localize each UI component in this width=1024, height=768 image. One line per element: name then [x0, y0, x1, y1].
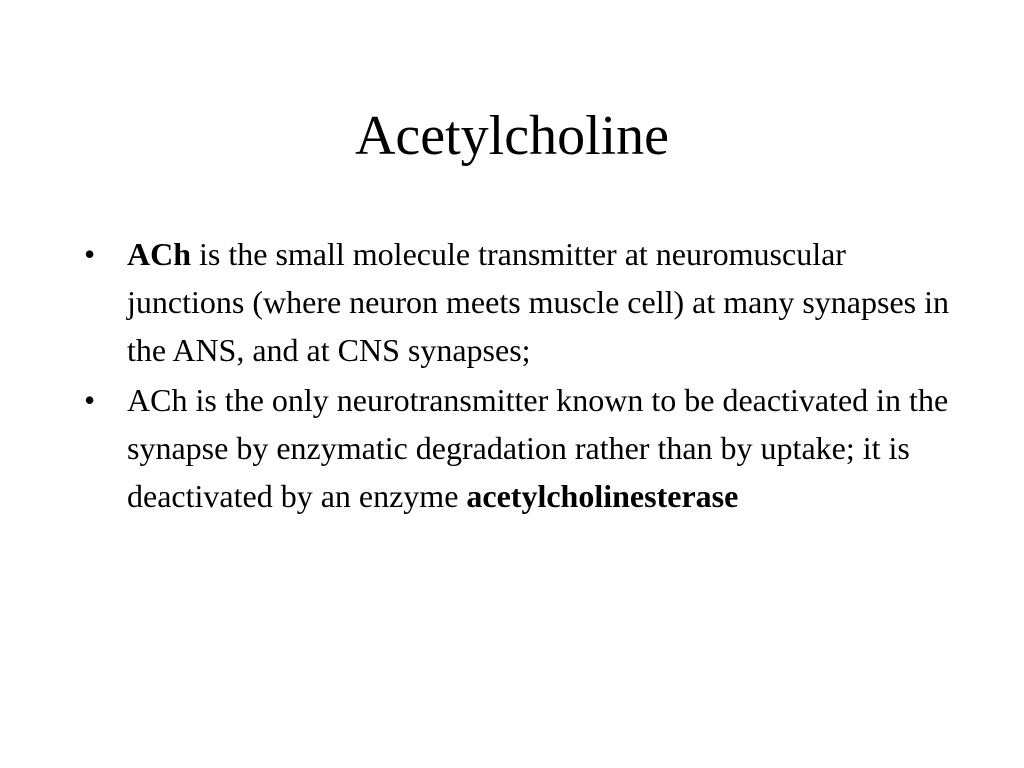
bullet-item-ach-deactivation: [84, 376, 954, 520]
bold-term-acetylcholinesterase: acetylcholinesterase: [466, 478, 739, 514]
bullet-list: [84, 230, 954, 522]
bold-term-ach: ACh: [127, 236, 192, 272]
slide-title: Acetylcholine: [354, 105, 670, 167]
bullet-text: ACh is the only neurotransmitter known to be deactivated in the synapse by enzymatic degradation rather than by uptake; it is deactivated by an enzyme: [127, 382, 949, 514]
bullet-marker: •: [84, 382, 96, 418]
bullet-text: is the small molecule transmitter at neuromuscular junctions (where neuron meets muscle cell) at many synapses in the ANS, and at CNS synapses;: [127, 236, 949, 368]
bullet-marker: •: [84, 236, 96, 272]
bullet-item-ach-transmitter: [84, 230, 954, 374]
